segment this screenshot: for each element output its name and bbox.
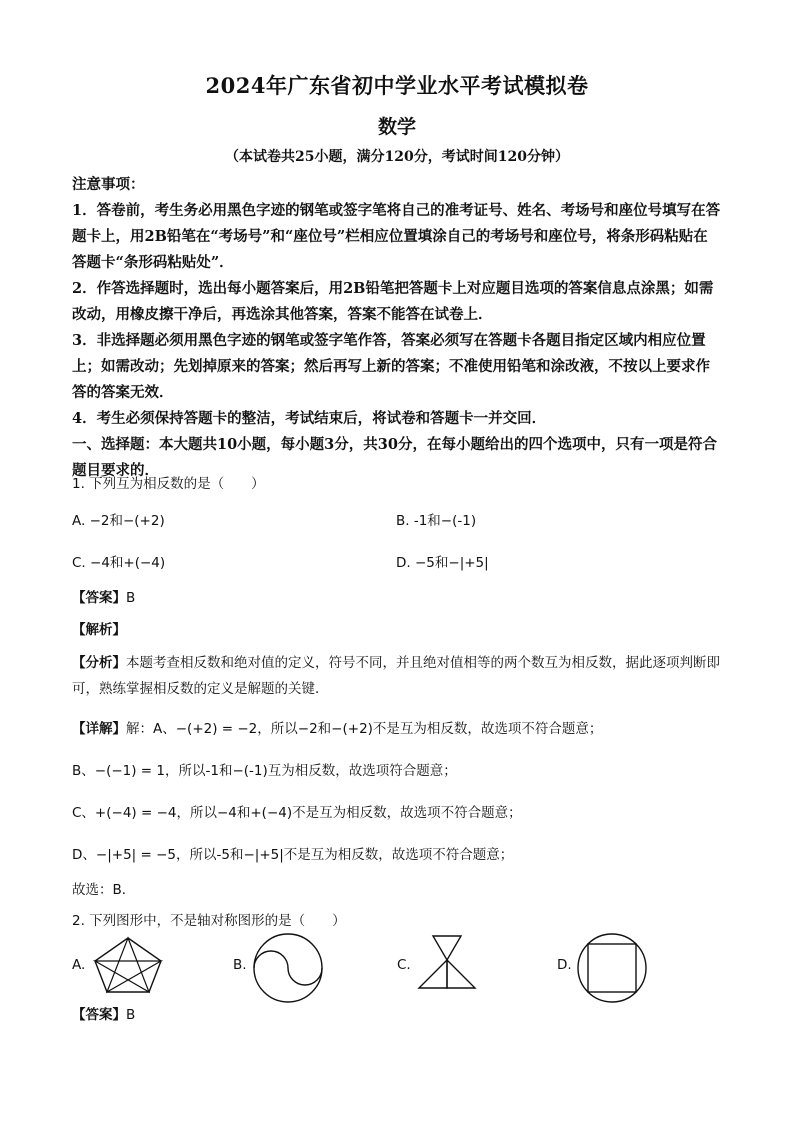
q1-conclusion: 故选：B． [72,882,136,898]
q1-option-d: D. −5和−|+5| [396,555,489,571]
pentagram-in-pentagon-icon [92,935,164,995]
note-item-3: 3．非选择题必须用黑色字迹的钢笔或签字笔作答，答案必须写在答题卡各题目指定区域内相应位置上；如需改动；先划掉原来的答案；然后再写上新的答案；不准使用铅笔和涂改液，不按以上要求作答的答案无效． [72,332,710,401]
q1-xiangjie-b: B、−(−1) = 1，所以-1和−(-1)互为相反数，故选项符合题意； [72,763,457,779]
exam-meta: （本试卷共25小题，满分120分，考试时间120分钟） [225,149,569,165]
answer-tag: 【答案】 [72,1007,126,1023]
q2-label-b: B. [233,957,247,973]
three-triangles-icon [414,934,480,992]
q1-analysis-tag [72,618,126,638]
q1-xiangjie-a [72,717,602,737]
notes-section [72,172,722,484]
analysis-tag: 【解析】 [72,622,126,638]
notes-heading: 注意事项： [72,176,145,193]
answer-value: B [126,1007,136,1023]
q1-xiangjie-d: D、−|+5| = −5，所以-5和−|+5|不是互为相反数，故选项不符合题意； [72,847,514,863]
q1-fenxi [72,650,732,702]
q2-label-a: A. [72,957,86,973]
s-curve-circle-icon [252,932,324,1004]
answer-value: B [126,590,136,606]
xiangjie-a-text: 解：A、−(+2) = −2，所以−2和−(+2)不是互为相反数，故选项不符合题意； [126,721,603,737]
fenxi-text: 本题考查相反数和绝对值的定义，符号不同，并且绝对值相等的两个数互为相反数，据此逐项判断即可，熟练掌握相反数的定义是解题的关键． [72,655,720,697]
section-heading: 一、选择题：本大题共10小题，每小题3分，共30分，在每小题给出的四个选项中，只有一项是符合题目要求的． [72,436,717,479]
note-item-2: 2．作答选择题时，选出每小题答案后，用2B铅笔把答题卡上对应题目选项的答案信息点涂黑；如需改动，用橡皮擦干净后，再选涂其他答案，答案不能答在试卷上． [72,280,714,323]
q1-option-a: A. −2和−(+2) [72,513,165,529]
xiangjie-tag: 【详解】 [72,721,126,737]
q1-option-c: C. −4和+(−4) [72,555,166,571]
q1-stem: 1. 下列互为相反数的是（ ） [72,476,265,492]
note-item-4: 4．考生必须保持答题卡的整洁，考试结束后，将试卷和答题卡一并交回． [72,410,547,427]
note-item-1: 1．答卷前，考生务必用黑色字迹的钢笔或签字笔将自己的准考证号、姓名、考场号和座位号填写在答题卡上，用2B铅笔在“考场号”和“座位号”栏相应位置填涂自己的考场号和座位号，将条形码粘贴在答题卡“条形码粘贴处”． [72,202,721,271]
subject-title: 数学 [377,116,416,138]
q2-label-c: C. [397,957,411,973]
q1-answer [72,586,135,606]
page-title: 2024年广东省初中学业水平考试模拟卷 [205,73,589,98]
square-in-circle-icon [576,932,648,1004]
q1-xiangjie-c: C、+(−4) = −4，所以−4和+(−4)不是互为相反数，故选项不符合题意； [72,805,522,821]
q2-stem: 2. 下列图形中，不是轴对称图形的是（ ） [72,913,346,929]
fenxi-tag: 【分析】 [72,655,126,671]
answer-tag: 【答案】 [72,590,126,606]
q2-label-d: D. [557,957,572,973]
q1-option-b: B. -1和−(-1) [396,513,477,529]
q2-answer [72,1003,135,1023]
